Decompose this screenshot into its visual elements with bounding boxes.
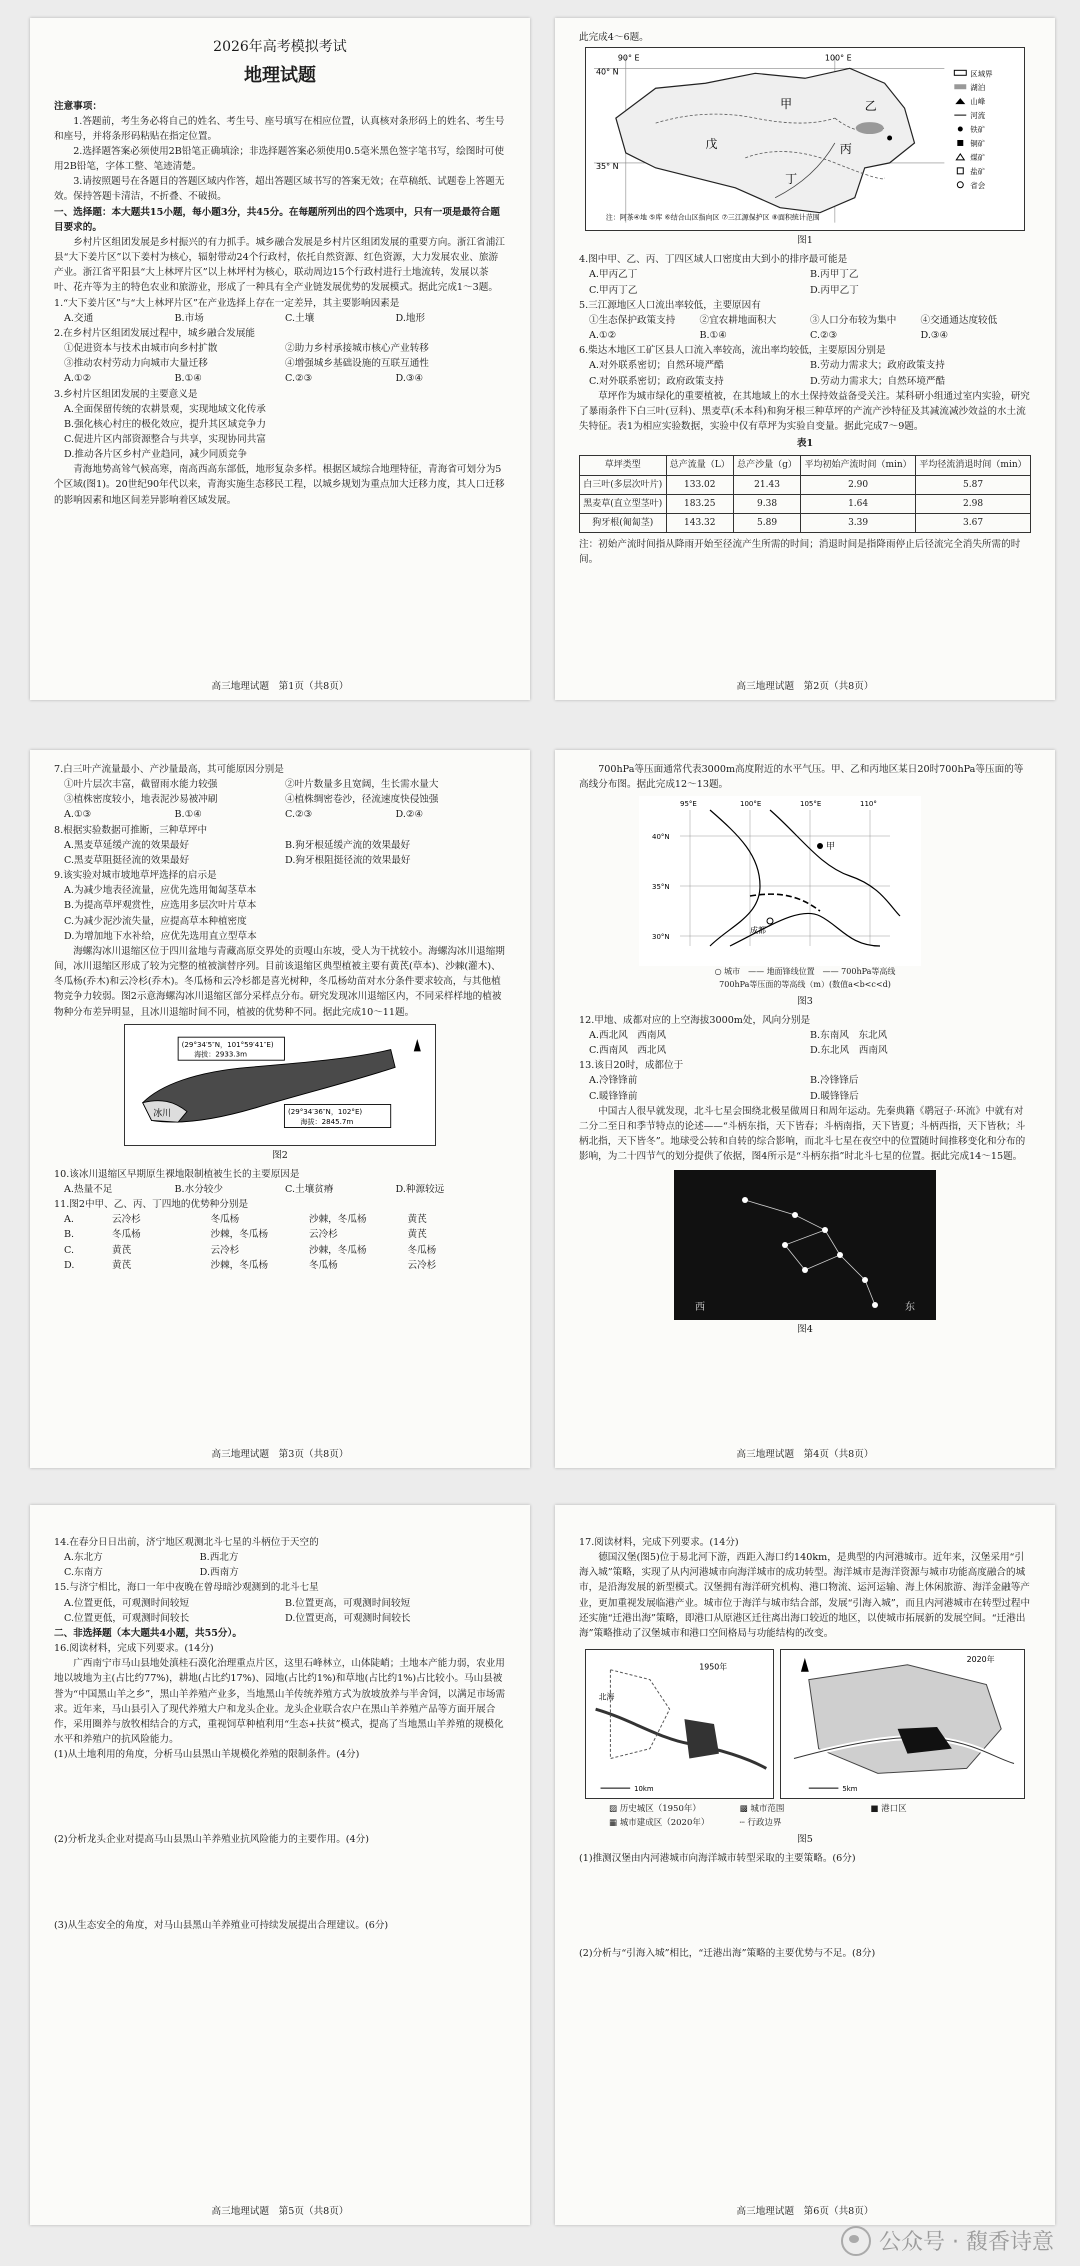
figure-2-glacier: [124, 1024, 436, 1146]
capital-marker: [887, 136, 892, 141]
scale-label: 5km: [842, 1785, 858, 1794]
option: A.①②: [589, 330, 617, 342]
coord-label: (29°34′36″N，102°E): [287, 1106, 363, 1116]
direction-east: 东: [905, 1302, 915, 1314]
options-q1: [54, 311, 506, 326]
table-cell: 5.87: [916, 475, 1031, 494]
option-cell: 冬瓜杨: [309, 1259, 338, 1271]
option: D.②④: [395, 809, 424, 821]
exam-page-3: [30, 750, 530, 1468]
figure-4-big-dipper: [674, 1170, 936, 1320]
question-1: 1.“大下姜片区”与“大上林坪片区”在产业选择上存在一定差异，其主要影响因素是: [54, 297, 400, 309]
item: ③人口分布较为集中: [810, 314, 897, 326]
map-1950: [585, 1649, 774, 1799]
table-cell: 黑麦草(直立型茎叶): [580, 494, 667, 513]
answer-space: [579, 1866, 1031, 1946]
sub-question: (2)分析与“引海入城”相比，“迁港出海”策略的主要优势与不足。(8分): [579, 1948, 876, 1960]
options-q10: [54, 1182, 506, 1197]
option: A.全面保留传统的农耕景观，实现地域文化传承: [64, 403, 266, 415]
sub-question: (2)分析龙头企业对提高马山县黑山羊养殖业抗风险能力的主要作用。(4分): [54, 1834, 369, 1846]
answer-space: [54, 1762, 506, 1832]
passage: 青海地势高耸气候高寒，南高西高东部低，地形复杂多样。根据区域综合地理特征，青海省可划分为5个区域(图1)。20世纪90年代以来，青海实施生态移民工程，以城乡规划为重点加大迁移力度，其人口迁移的影响因素和地区间差异影响着区域发展。: [54, 464, 505, 506]
option-cell: 黄芪: [112, 1259, 132, 1271]
option: D.暖锋锋后: [810, 1090, 859, 1102]
question-11: 11.图2中甲、乙、丙、丁四地的优势种分别是: [54, 1199, 249, 1211]
sea-label: 北海: [598, 1692, 615, 1702]
question-8: 8.根据实验数据可推断，三种草坪中: [54, 824, 208, 836]
legend-item: ▩ 城市范围: [739, 1804, 785, 1815]
option: D.种源较远: [395, 1183, 445, 1195]
option: B.劳动力需求大；政府政策支持: [810, 360, 945, 372]
option: C.对外联系密切；政府政策支持: [589, 375, 724, 387]
option: D.③④: [920, 330, 949, 342]
option-cell: 沙棘，冬瓜杨: [210, 1229, 269, 1241]
lon-label: 90° E: [617, 53, 640, 63]
option-cell: 沙棘，冬瓜杨: [309, 1214, 367, 1226]
point-label: 甲: [826, 842, 836, 853]
passage: 700hPa等压面通常代表3000m高度附近的水平气压。甲、乙和丙地区某日20时700hPa等压面的等高线分布图。据此完成12～13题。: [579, 764, 1024, 791]
option: C.促进片区内部资源整合与共享，实现协同共富: [64, 433, 266, 445]
question-12: 12.甲地、成都对应的上空海拔3000m处，风向分别是: [579, 1014, 811, 1026]
table-caption: 表1: [796, 438, 814, 450]
legend-item: 铁矿: [970, 125, 986, 135]
items-q2: [54, 341, 506, 371]
option-cell: 冬瓜杨: [112, 1229, 141, 1241]
option-cell: 黄芪: [407, 1214, 427, 1226]
option-row: [54, 1227, 506, 1242]
region-label: 丙: [839, 142, 852, 157]
notice-heading: 注意事项：: [54, 100, 102, 112]
options-q14: [54, 1550, 335, 1580]
table-cell: 2.90: [801, 475, 916, 494]
legend-item: 湖泊: [970, 83, 986, 93]
option: A.①②: [64, 373, 92, 385]
city-label: 成都: [750, 926, 766, 936]
legend-item: 盐矿: [970, 166, 986, 176]
page-footer: 高三地理试题 第2页（共8页）: [736, 681, 874, 692]
figure-caption: 图1: [797, 235, 813, 247]
legend-label: 行政边界: [747, 1817, 782, 1828]
table-header: 平均径流消退时间（min）: [916, 456, 1031, 475]
options-q8: [54, 838, 506, 868]
table-header: 总产流量（L）: [666, 456, 733, 475]
option: D.西南方: [199, 1567, 239, 1579]
question-3: 3.乡村片区组团发展的主要意义是: [54, 388, 198, 400]
option: D.推动各片区乡村产业趋同，减少同质竞争: [64, 449, 248, 461]
lon-label: 110°: [860, 800, 877, 809]
option-letter: A.: [64, 1214, 74, 1226]
table-cell: 9.38: [733, 494, 800, 513]
glacier-diagram: [125, 1025, 435, 1145]
option: C.②③: [810, 330, 838, 342]
figure-5-legend: [609, 1803, 1001, 1830]
glacier-label: 冰川: [153, 1108, 172, 1119]
option: C.土壤: [285, 312, 315, 324]
option: A.热量不足: [64, 1183, 113, 1195]
exam-title: 2026年高考模拟考试: [213, 39, 347, 55]
table-header: 草坪类型: [580, 456, 667, 475]
options-q13: [579, 1073, 1031, 1103]
passage: 德国汉堡(图5)位于易北河下游，西距入海口约140km，是典型的内河港城市。近年来，汉堡采用“引海入城”策略，实现了从内河港城市向海洋城市的成功转型。海洋城市是海洋资源与城市功能高度融合的城市，是沿海发展的新型模式。汉堡拥有海洋研究机构、港口物流、运河运输、海上休闲旅游、海洋金融等产业，更加重视发展临港产业。城市位于海洋与城市结合部，发展“引海入城”，而且内河港城市在转型过程中还实施“迁港出海”策略，即港口从原港区迁往离出海口较近的地区，以使城市拓展新的发展空间。“迁港出海”策略推动了汉堡城市和港口空间格局与功能结构的改变。: [579, 1552, 1031, 1639]
option-row: [54, 1243, 506, 1258]
sub-question: (3)从生态安全的角度，对马山县黑山羊养殖业可持续发展提出合理建议。(6分): [54, 1919, 389, 1931]
table-note: 注：初始产流时间指从降雨开始至径流产生所需的时间；消退时间是指降雨停止后径流完全消失所需的时间。: [579, 539, 1021, 566]
options-q3: [54, 402, 506, 463]
figure-caption: 图2: [272, 1149, 288, 1161]
option: D.位置更高，可观测时间较长: [285, 1612, 411, 1624]
option-row: [54, 1258, 506, 1273]
lon-label: 105°E: [800, 800, 822, 809]
table-cell: 1.64: [801, 494, 916, 513]
option: C.为减少泥沙流失量，应提高草本种植密度: [64, 915, 247, 927]
qinghai-map: [586, 48, 1024, 230]
table-cell: 白三叶(多层次叶片): [580, 475, 667, 494]
option: B.①④: [699, 330, 727, 342]
legend-item: 省会: [970, 180, 986, 190]
answer-space: [54, 1848, 506, 1918]
option: A.位置更低，可观测时间较短: [64, 1597, 190, 1609]
item: ①生态保护政策支持: [589, 314, 676, 326]
option: A.①③: [64, 809, 92, 821]
option-letter: C.: [64, 1244, 75, 1256]
region-label: 乙: [864, 99, 877, 114]
options-q4: [579, 267, 1031, 297]
exam-subject: 地理试题: [244, 65, 316, 87]
option-cell: 沙棘，冬瓜杨: [210, 1259, 269, 1271]
lat-label: 30°N: [652, 933, 670, 942]
question-15: 15.与济宁相比，海口一年中夜晚在曾母暗沙观测到的北斗七星: [54, 1582, 319, 1594]
lat-label: 40°N: [652, 833, 670, 842]
table-cell: 3.67: [916, 514, 1031, 533]
page-footer: 高三地理试题 第6页（共8页）: [736, 2206, 874, 2217]
notice-item: 3.请按照题号在各题目的答题区域内作答，超出答题区域书写的答案无效；在草稿纸、试题卷上答题无效。保持答题卡清洁，不折叠、不破损。: [54, 176, 505, 203]
options-q15: [54, 1596, 506, 1626]
passage: 广西南宁市马山县地处滇桂石漠化治理重点片区，这里石峰林立，山体陡峭；土地本产能力弱，农业用地以坡地为主(占比约77%)，耕地(占比约17%)、园地(占比约1%)和草地(占比约1%)占比较小。马山县被誉为“中国黑山羊之乡”，黑山羊养殖产业多，当地黑山羊传统养殖方式为放坡放养与半舍饲，以满足市场需求。近年来，马山县引入了现代养殖大户和龙头企业。龙头企业联合农户在黑山羊养殖产品等方面开展合作，采用圈养与放牧相结合的方式，重视饲草种植利用“生态+扶贫”模式，提高了当地黑山羊养殖的规模化水平和养殖户的抗风险能力。: [54, 1658, 506, 1746]
option: C.②③: [285, 809, 313, 821]
options-q11: [54, 1212, 506, 1273]
lon-label: 100° E: [824, 53, 852, 63]
option: C.位置更低，可观测时间较长: [64, 1612, 190, 1624]
point-jia-marker: [817, 843, 823, 849]
option: B.①④: [174, 373, 202, 385]
option: A.交通: [64, 312, 94, 324]
question-14: 14.在春分日日出前，济宁地区观测北斗七星的斗柄位于天空的: [54, 1537, 319, 1548]
notice-item: 2.选择题答案必须使用2B铅笔正确填涂；非选择题答案必须使用0.5毫米黑色签字笔书写，绘图时可使用2B铅笔，字体工整、笔迹清楚。: [54, 146, 505, 173]
year-label: 1950年: [699, 1662, 728, 1672]
item: ①促进资本与技术由城市向乡村扩散: [64, 343, 218, 355]
legend-label: 港口区: [881, 1804, 907, 1815]
section-heading: 一、选择题：本大题共15小题，每小题3分，共45分。在每题所列出的四个选项中，只有一项是最符合题目要求的。: [54, 206, 500, 233]
item: ②叶片数量多且宽阔，生长需水量大: [285, 779, 439, 791]
options-q9: [54, 883, 506, 944]
option: A.为减少地表径流量，应优先选用匍匐茎草本: [64, 885, 257, 897]
question-16: 16.阅读材料，完成下列要求。(14分): [54, 1643, 214, 1655]
star-chart: [674, 1170, 936, 1320]
passage: 海螺沟冰川退缩区位于四川盆地与青藏高原交界处的贡嘎山东坡，受人为干扰较小。海螺沟冰川退缩期间，冰川退缩区形成了较为完整的植被演替序列。目前该退缩区典型植被主要有黄芪(草本)、沙棘(灌木)、冬瓜杨(乔木)和云冷杉(乔木)。冬瓜杨和云冷杉都是喜光树种，冬瓜杨幼苗对水分条件要求较高，与其他植物竞争力较弱。图2示意海螺沟冰川退缩区部分采样点分布。研究发现冰川退缩区内，不同采样样地的植被物种分布差异明显，且冰川退缩时间不同，植被的优势种不同。据此完成10～11题。: [54, 945, 505, 1018]
sub-question: (1)从土地利用的角度，分析马山县黑山羊规模化养殖的限制条件。(4分): [54, 1749, 360, 1761]
table-cell: 2.98: [916, 494, 1031, 513]
table-header-row: [580, 456, 1031, 475]
option: B.丙甲丁乙: [810, 269, 859, 281]
option: C.西南风 西北风: [589, 1045, 667, 1057]
exam-page-6: [555, 1505, 1055, 2225]
option-cell: 云冷杉: [112, 1214, 141, 1226]
exam-page-2: [555, 18, 1055, 700]
table-cell: 183.25: [666, 494, 733, 513]
option: C.土壤贫瘠: [285, 1183, 334, 1195]
option-cell: 云冷杉: [309, 1229, 338, 1241]
passage: 草坪作为城市绿化的重要植被，在其地域上的水土保持效益备受关注。某科研小组通过室内实验，研究了暴雨条件下白三叶(豆科)、黑麦草(禾本科)和狗牙根三种草坪的产流产沙特征及其减流减沙效益的水土流失特征。表1为相应实验数据，实验中仅有草坪为实验自变量。据此完成7～9题。: [579, 390, 1030, 433]
urban-area-shape: [684, 1719, 719, 1758]
option: D.劳动力需求大；自然环境严酷: [810, 375, 946, 387]
legend-label: 历史城区（1950年）: [619, 1804, 701, 1815]
legend-item: 河流: [970, 111, 986, 121]
option: B.①④: [174, 809, 202, 821]
year-label: 2020年: [966, 1654, 995, 1664]
table-header: 平均初始产流时间（min）: [801, 456, 916, 475]
question-7: 7.白三叶产流量最小、产沙量最高，其可能原因分别是: [54, 764, 284, 775]
option-row: [54, 1212, 506, 1227]
option: B.水分较少: [174, 1183, 223, 1195]
option-cell: 云冷杉: [407, 1259, 437, 1271]
item: ②助力乡村承接城市核心产业转移: [285, 343, 429, 355]
isobar-map: [639, 796, 921, 966]
legend-item: ▨ 历史城区（1950年）: [609, 1804, 701, 1815]
option: B.强化核心村庄的极化效应，提升其区域竞争力: [64, 418, 266, 430]
question-6: 6.柴达木地区工矿区县人口流入率较高，流出率均较低，主要原因分别是: [579, 345, 886, 357]
options-q7: [54, 807, 506, 822]
option: D.为增加地下水补给，应优先选用直立型草本: [64, 930, 257, 942]
legend-item: 区域界: [970, 69, 993, 79]
table-row: [580, 514, 1031, 533]
item: ④交通通达度较低: [920, 314, 998, 326]
table-cell: 狗牙根(匍匐茎): [580, 514, 667, 533]
options-q6: [579, 358, 1031, 388]
notice-item: 1.答题前，考生务必将自己的姓名、考生号、座号填写在相应位置，认真核对条形码上的姓名、考生号和座号，并将条形码粘贴在指定位置。: [54, 115, 505, 142]
lat-label: 40° N: [595, 67, 619, 77]
option: A.甲丙乙丁: [589, 269, 638, 281]
option: A.冷锋锋前: [589, 1075, 638, 1087]
table-1: [579, 455, 1031, 533]
question-13: 13.该日20时，成都位于: [579, 1060, 684, 1072]
lat-label: 35° N: [595, 162, 619, 172]
option: D.丙甲乙丁: [810, 284, 859, 296]
lon-label: 100°E: [740, 800, 762, 809]
region-label: 丁: [785, 171, 798, 186]
item: ②宜农耕地面积大: [699, 314, 777, 326]
option: A.对外联系密切；自然环境严酷: [589, 360, 724, 372]
option: C.黑麦草阻挺径流的效果最好: [64, 854, 190, 866]
sub-question: (1)推测汉堡由内河港城市向海洋城市转型采取的主要策略。(6分): [579, 1853, 856, 1865]
section-heading: 二、非选择题（本大题共4小题，共55分）。: [54, 1627, 242, 1639]
lat-label: 35°N: [652, 883, 670, 892]
figure-5-hamburg: [585, 1649, 1025, 1799]
item: ④增强城乡基础设施的互联互通性: [285, 358, 429, 370]
options-q12: [579, 1028, 1031, 1058]
lon-label: 95°E: [680, 800, 697, 809]
item: ③植株密度较小，地表泥沙易被冲刷: [64, 794, 218, 806]
option-cell: 黄芪: [407, 1229, 427, 1241]
figure-1-map: [585, 47, 1025, 231]
question-5: 5.三江源地区人口流出率较低，主要原因有: [579, 299, 761, 311]
map-2020: [780, 1649, 1025, 1799]
option: D.地形: [395, 312, 426, 324]
question-4: 4.图中甲、乙、丙、丁四区域人口密度由大到小的排序最可能是: [579, 254, 848, 266]
option: D.狗牙根阻挺径流的效果最好: [285, 854, 411, 866]
option-cell: 云冷杉: [210, 1244, 240, 1256]
item: ④植株绸密卷沙，径流速度快侵蚀强: [285, 794, 439, 806]
page-footer: 高三地理试题 第3页（共8页）: [211, 1449, 349, 1460]
passage: 乡村片区组团发展是乡村振兴的有力抓手。城乡融合发展是乡村片区组团发展的重要方向。浙江省浦江县“大下姜片区”以下姜村为核心，辐射带动24个行政村，依托自然资源、红色资源，大力发展农业、旅游产业。浙江省平阳县“大上林坪片区”以上林坪村为核心，联动周边15个行政村进行土地流转，发展以茶叶、花卉等为主的特色农业和旅游业，形成了一种具有全产业链发展优势的发展模式。据此完成1～3题。: [54, 236, 505, 294]
question-17: 17.阅读材料，完成下列要求。(14分): [579, 1537, 739, 1548]
option-letter: D.: [64, 1259, 75, 1271]
option: C.东南方: [64, 1567, 103, 1579]
option-cell: 沙棘，冬瓜杨: [309, 1244, 367, 1256]
table-header: 总产沙量（g）: [733, 456, 800, 475]
option: B.东南风 东北风: [810, 1029, 888, 1041]
option: B.西北方: [199, 1552, 239, 1564]
items-q5: [579, 313, 1031, 328]
option-cell: 黄芪: [112, 1244, 132, 1256]
option: D.东北风 西南风: [810, 1045, 888, 1057]
exam-page-5: [30, 1505, 530, 2225]
option-letter: B.: [64, 1229, 75, 1241]
item: ①叶片层次丰富，截留雨水能力较强: [64, 779, 218, 791]
passage-continued: 此完成4～6题。: [579, 32, 649, 43]
items-q7: [54, 777, 506, 807]
coord-label: (29°34′5″N，101°59′41″E): [181, 1039, 274, 1049]
region-label: 戊: [705, 137, 718, 152]
legend-item: 铜矿: [970, 139, 986, 149]
passage: 中国古人很早就发现，北斗七星会围绕北极星做周日和周年运动。先秦典籍《鹖冠子·环流》中就有对二分二至日和季节特点的论述——“斗柄东指，天下皆春；斗柄南指，天下皆夏；斗柄西指，天下皆秋；斗柄北指，天下皆冬”。地球受公转和自转的综合影响，而北斗七星在夜空中的位置随时间推移变化和分布的影响，为二十四节气的划分提供了依据，图4所示是“斗柄东指”时北斗七星的位置。据此完成14～15题。: [579, 1105, 1026, 1163]
option-cell: 冬瓜杨: [210, 1214, 240, 1226]
option: A.黑麦草延缓产流的效果最好: [64, 839, 190, 851]
question-9: 9.该实验对城市坡地草坪选择的启示是: [54, 870, 217, 882]
watermark: [841, 2225, 1054, 2256]
table-cell: 3.39: [801, 514, 916, 533]
legend-label: 城市范围: [750, 1804, 785, 1815]
page-footer: 高三地理试题 第4页（共8页）: [736, 1449, 874, 1460]
scale-label: 10km: [634, 1785, 654, 1794]
legend-label: 城市建成区（2020年）: [619, 1817, 710, 1828]
figure-legend: ○ 城市 —— 地面锋线位置 —— 700hPa等高线: [714, 967, 896, 977]
option: C.甲丙丁乙: [589, 284, 638, 296]
option: B.为提高草坪观赏性，应选用多层次叶片草本: [64, 900, 257, 912]
page-footer: 高三地理试题 第1页（共8页）: [211, 681, 349, 692]
legend-item: 山峰: [970, 97, 986, 107]
item: ③推动农村劳动力向城市大量迁移: [64, 358, 208, 370]
option: B.市场: [174, 312, 204, 324]
table-cell: 5.89: [733, 514, 800, 533]
option: A.东北方: [64, 1552, 103, 1564]
exam-page-4: [555, 750, 1055, 1468]
option: B.冷锋锋后: [810, 1075, 859, 1087]
altitude-label: 海拔：2933.3m: [194, 1049, 247, 1059]
table-cell: 21.43: [733, 475, 800, 494]
lake-shape: [856, 122, 884, 134]
exam-page-1: [30, 18, 530, 700]
option: B.位置更高，可观测时间较短: [285, 1597, 411, 1609]
table-cell: 133.02: [666, 475, 733, 494]
options-q5: [579, 328, 1031, 343]
figure-caption: 图4: [797, 1324, 813, 1336]
figure-caption: 图5: [797, 1833, 813, 1845]
legend-item: ┄ 行政边界: [739, 1817, 782, 1828]
region-label: 甲: [780, 97, 793, 112]
page-footer: 高三地理试题 第5页（共8页）: [211, 2206, 349, 2217]
figure-3-isobar: [639, 796, 921, 966]
city-extent-shape: [809, 1665, 1001, 1774]
map-note: 注：阿茶④地 ⑤库 ⑥结合山区指向区 ⑦三江源保护区 ⑧面积统计范围: [605, 213, 820, 222]
altitude-label: 海拔：2845.7m: [300, 1116, 354, 1126]
legend-item: ■ 港口区: [870, 1804, 907, 1815]
figure-caption: 图3: [797, 995, 813, 1007]
watermark-text: 公众号 · 馥香诗意: [879, 2230, 1054, 2255]
figure-legend: 700hPa等压面的等高线（m）(数值a<b<c<d): [719, 979, 891, 989]
question-10: 10.该冰川退缩区早期原生裸地限制植被生长的主要原因是: [54, 1168, 300, 1180]
option: A.西北风 西南风: [589, 1029, 667, 1041]
table-cell: 143.32: [666, 514, 733, 533]
option: C.②③: [285, 373, 313, 385]
option-cell: 冬瓜杨: [407, 1244, 437, 1256]
table-row: [580, 475, 1031, 494]
option: C.暖锋锋前: [589, 1090, 638, 1102]
options-q2: [54, 371, 506, 386]
direction-west: 西: [695, 1302, 705, 1314]
table-row: [580, 494, 1031, 513]
wechat-icon: [841, 2226, 871, 2256]
legend-item: 煤矿: [970, 153, 986, 163]
legend-item: ▦ 城市建成区（2020年）: [609, 1817, 710, 1828]
option: B.狗牙根延缓产流的效果最好: [285, 839, 411, 851]
question-2: 2.在乡村片区组团发展过程中，城乡融合发展能: [54, 327, 256, 339]
option: D.③④: [395, 373, 424, 385]
